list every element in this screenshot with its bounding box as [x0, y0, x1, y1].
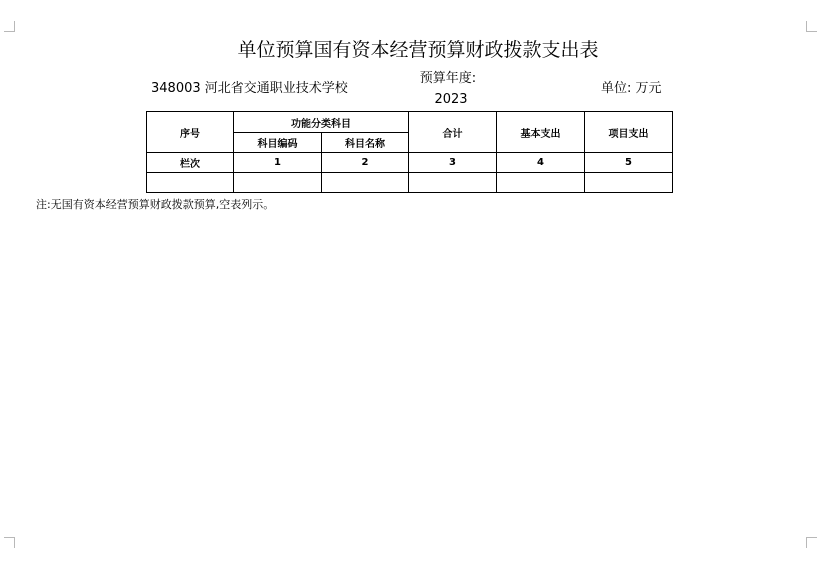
table-cell — [322, 173, 409, 193]
budget-year-label: 预算年度: — [419, 71, 477, 86]
currency-unit-label: 单位: 万元 — [601, 81, 662, 96]
index-cell: 5 — [585, 153, 673, 173]
table-cell — [147, 173, 234, 193]
table-cell — [234, 173, 322, 193]
index-cell: 3 — [409, 153, 497, 173]
header-cell-seq: 序号 — [147, 112, 234, 153]
budget-table — [146, 111, 673, 193]
table-cell — [409, 173, 497, 193]
index-cell: 2 — [322, 153, 409, 173]
header-cell-basic: 基本支出 — [497, 112, 585, 153]
page-title: 单位预算国有资本经营预算财政拨款支出表 — [237, 39, 599, 61]
header-cell-project: 项目支出 — [585, 112, 673, 153]
table-index-row — [147, 153, 673, 173]
header-cell-code: 科目编码 — [234, 133, 322, 153]
table-footnote: 注:无国有资本经营预算财政拨款预算,空表列示。 — [36, 198, 275, 211]
page-corner-mark — [806, 21, 817, 32]
header-cell-func-group: 功能分类科目 — [234, 112, 409, 133]
page-corner-mark — [4, 537, 15, 548]
index-row-label: 栏次 — [147, 153, 234, 173]
table-header-row — [147, 112, 673, 133]
index-cell: 1 — [234, 153, 322, 173]
table-cell — [585, 173, 673, 193]
table-row — [147, 173, 673, 193]
table-cell — [497, 173, 585, 193]
index-cell: 4 — [497, 153, 585, 173]
unit-name: 348003 河北省交通职业技术学校 — [151, 81, 348, 96]
budget-year-value: 2023 — [434, 92, 468, 107]
page-corner-mark — [806, 537, 817, 548]
header-cell-name: 科目名称 — [322, 133, 409, 153]
header-cell-total: 合计 — [409, 112, 497, 153]
page-corner-mark — [4, 21, 15, 32]
